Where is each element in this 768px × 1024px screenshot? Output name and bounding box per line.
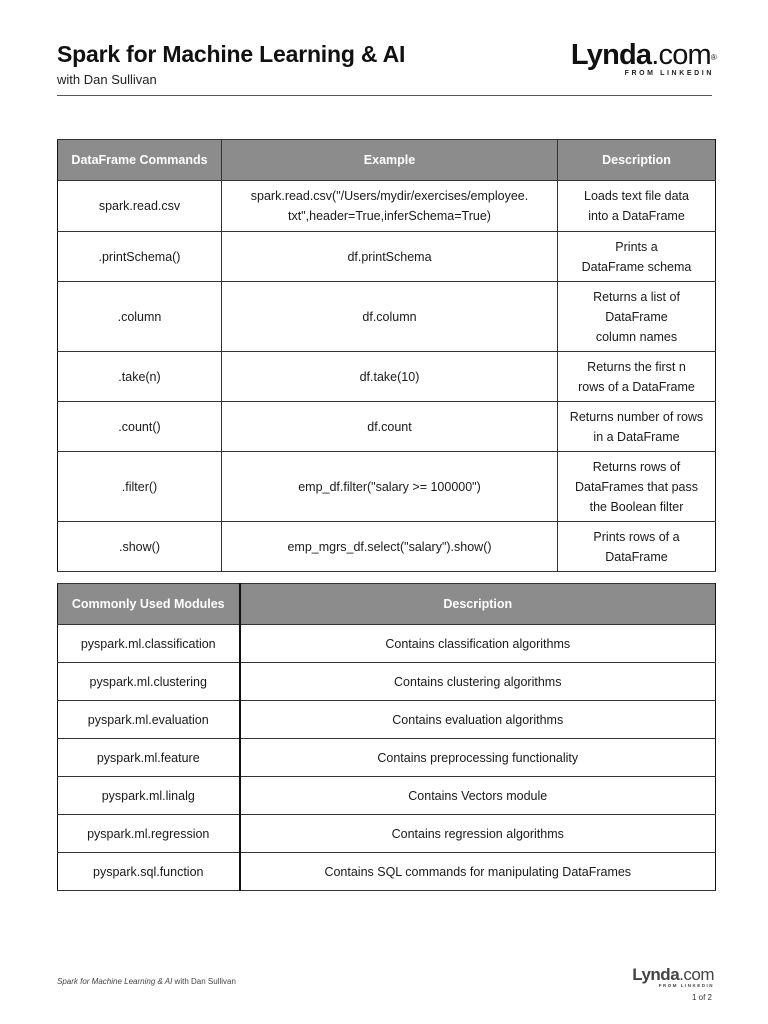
footer-lynda-logo [632, 966, 714, 988]
footer-logo-tagline: FROM LINKEDIN [658, 983, 714, 988]
page-number: 1 of 2 [691, 993, 712, 1002]
table-row [58, 815, 716, 853]
example-cell: spark.read.csv("/Users/mydir/exercises/employee. txt",header=True,inferSchema=True) [222, 181, 558, 232]
dataframe-commands-table [57, 139, 716, 572]
column-header-example: Example [222, 140, 558, 181]
table-row [58, 452, 716, 522]
module-cell: pyspark.sql.function [58, 853, 240, 891]
column-header-description: Description [558, 140, 716, 181]
table-header-row [58, 140, 716, 181]
table-row [58, 352, 716, 402]
footer-course-credit [57, 977, 236, 986]
command-cell: spark.read.csv [58, 181, 222, 232]
table-row [58, 181, 716, 232]
footer-author: with Dan Sullivan [172, 977, 236, 986]
description-cell: Contains evaluation algorithms [240, 701, 716, 739]
description-cell: Returns a list of DataFrame column names [558, 282, 716, 352]
description-cell: Returns rows of DataFrames that pass the Boolean filter [558, 452, 716, 522]
description-cell: Loads text file data into a DataFrame [558, 181, 716, 232]
table-row [58, 232, 716, 282]
table-row [58, 853, 716, 891]
example-cell: df.count [222, 402, 558, 452]
column-header-modules: Commonly Used Modules [58, 584, 240, 625]
module-cell: pyspark.ml.classification [58, 625, 240, 663]
table-row [58, 739, 716, 777]
logo-registered-mark: ® [710, 53, 716, 62]
logo-tagline: FROM LINKEDIN [624, 70, 714, 77]
table-row [58, 282, 716, 352]
description-cell: Prints rows of a DataFrame [558, 522, 716, 572]
description-cell: Returns number of rows in a DataFrame [558, 402, 716, 452]
table-row [58, 402, 716, 452]
description-cell: Contains preprocessing functionality [240, 739, 716, 777]
description-cell: Contains regression algorithms [240, 815, 716, 853]
table-row [58, 522, 716, 572]
table-row [58, 777, 716, 815]
description-cell: Contains SQL commands for manipulating DataFrames [240, 853, 716, 891]
example-cell: df.column [222, 282, 558, 352]
description-cell: Contains Vectors module [240, 777, 716, 815]
table-header-row [58, 584, 716, 625]
footer-logo-main: Lynda [632, 965, 680, 984]
module-cell: pyspark.ml.clustering [58, 663, 240, 701]
command-cell: .count() [58, 402, 222, 452]
module-cell: pyspark.ml.feature [58, 739, 240, 777]
table-row [58, 625, 716, 663]
command-cell: .take(n) [58, 352, 222, 402]
header-divider [57, 95, 712, 96]
description-cell: Contains classification algorithms [240, 625, 716, 663]
column-header-description: Description [240, 584, 716, 625]
module-cell: pyspark.ml.regression [58, 815, 240, 853]
table-row [58, 663, 716, 701]
description-cell: Contains clustering algorithms [240, 663, 716, 701]
column-header-commands: DataFrame Commands [58, 140, 222, 181]
description-cell: Prints a DataFrame schema [558, 232, 716, 282]
footer-course-title: Spark for Machine Learning & AI [57, 977, 173, 986]
common-modules-table [57, 583, 716, 891]
page-subtitle: with Dan Sullivan [57, 72, 157, 87]
footer-logo-com: .com [679, 965, 714, 984]
command-cell: .printSchema() [58, 232, 222, 282]
example-cell: emp_df.filter("salary >= 100000") [222, 452, 558, 522]
page-title: Spark for Machine Learning & AI [57, 41, 406, 67]
logo-main-text: Lynda [570, 39, 652, 71]
example-cell: df.printSchema [222, 232, 558, 282]
example-cell: df.take(10) [222, 352, 558, 402]
table-row [58, 701, 716, 739]
logo-com-text: .com [651, 39, 711, 71]
example-cell: emp_mgrs_df.select("salary").show() [222, 522, 558, 572]
lynda-logo [571, 40, 716, 77]
command-cell: .filter() [58, 452, 222, 522]
description-cell: Returns the first n rows of a DataFrame [558, 352, 716, 402]
command-cell: .show() [58, 522, 222, 572]
module-cell: pyspark.ml.linalg [58, 777, 240, 815]
module-cell: pyspark.ml.evaluation [58, 701, 240, 739]
command-cell: .column [58, 282, 222, 352]
